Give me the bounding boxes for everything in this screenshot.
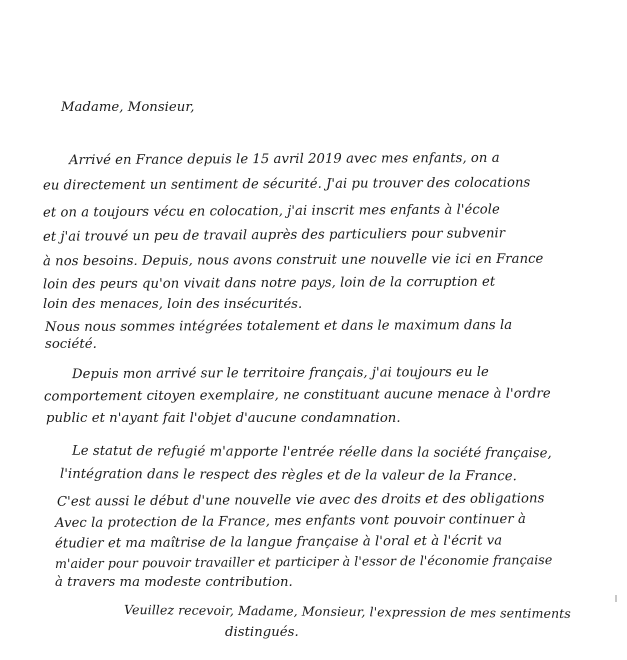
letter-line: Depuis mon arrivé sur le territoire français, j'ai toujours eu le [71, 364, 489, 383]
letter-line: C'est aussi le début d'une nouvelle vie avec des droits et des obligations [56, 491, 545, 510]
letter-line: Le statut de refugié m'apporte l'entrée réelle dans la société française, [71, 443, 552, 462]
letter-line: comportement citoyen exemplaire, ne constituant aucune menace à l'ordre [43, 386, 551, 405]
letter-line: et j'ai trouvé un peu de travail auprès des particuliers pour subvenir [42, 226, 506, 245]
letter-line: et on a toujours vécu en colocation, j'ai inscrit mes enfants à l'école [42, 202, 500, 221]
letter-line: société. [45, 337, 97, 352]
letter-line: loin des menaces, loin des insécurités. [43, 297, 303, 312]
letter-line: Nous nous sommes intégrées totalement et dans le maximum dans la [44, 317, 513, 336]
letter-line: l'intégration dans le respect des règles et de la valeur de la France. [59, 466, 517, 485]
letter-line: public et n'ayant fait l'objet d'aucune condamnation. [46, 411, 401, 426]
letter-line: Arrivé en France depuis le 15 avril 2019 avec mes enfants, on a [68, 150, 500, 169]
salutation: Madame, Monsieur, [61, 100, 195, 115]
letter-line: à travers ma modeste contribution. [55, 575, 293, 590]
letter-line: à nos besoins. Depuis, nous avons construit une nouvelle vie ici en France [42, 251, 544, 270]
letter-line: étudier et ma maîtrise de la langue française à l'oral et à l'écrit va [54, 533, 503, 552]
letter-line: Avec la protection de la France, mes enfants vont pouvoir continuer à [54, 511, 526, 532]
letter-line: eu directement un sentiment de sécurité. J'ai pu trouver des colocations [42, 175, 531, 194]
letter-line: m'aider pour pouvoir travailler et participer à l'essor de l'économie française [54, 552, 553, 571]
letter-line: loin des peurs qu'on vivait dans notre pays, loin de la corruption et [42, 274, 496, 293]
closing-signature-line: distingués. [225, 625, 299, 640]
closing-line: Veuillez recevoir, Madame, Monsieur, l'expression de mes sentiments [123, 602, 571, 621]
scan-edge-mark [615, 595, 617, 602]
